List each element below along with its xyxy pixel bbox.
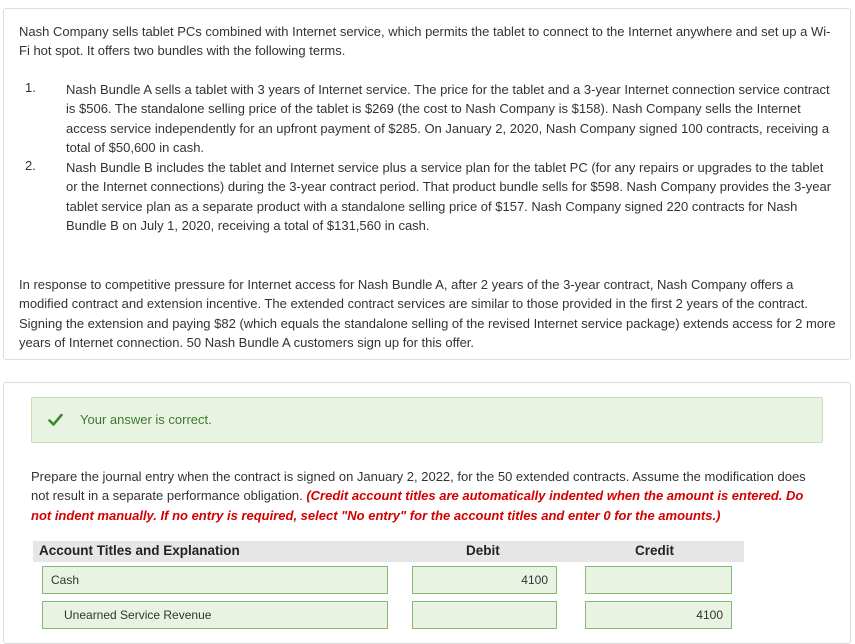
- feedback-message: Your answer is correct.: [80, 412, 212, 427]
- header-debit: Debit: [466, 543, 500, 558]
- credit-field-row-2[interactable]: 4100: [585, 601, 732, 629]
- checkmark-icon: [48, 413, 63, 427]
- header-credit: Credit: [635, 543, 675, 558]
- instruction-text: Prepare the journal entry when the contract is signed on January 2, 2022, for the 50 extended contracts. Assume the modification does not result in a separate performance obligation.: [31, 469, 806, 504]
- header-account: Account Titles and Explanation: [39, 543, 240, 558]
- problem-card: [3, 8, 851, 360]
- debit-field-row-1[interactable]: 4100: [412, 566, 557, 594]
- problem-intro: Nash Company sells tablet PCs combined with Internet service, which permits the tablet to connect to the Internet anywhere and set up a Wi-Fi hot spot. It offers two bundles with the following terms.: [19, 24, 831, 59]
- table-header: [33, 541, 744, 562]
- question-instruction: [31, 467, 820, 525]
- debit-field-row-2[interactable]: [412, 601, 557, 629]
- instruction-note: (Credit account titles are automatically indented when the amount is entered. Do not indent manually. If no entry is required, select "No entry" for the account titles and enter 0 for the amounts.): [31, 488, 804, 523]
- list-item-number: 2.: [25, 158, 36, 173]
- account-field-row-2[interactable]: Unearned Service Revenue: [42, 601, 388, 629]
- question-card: [3, 382, 851, 644]
- problem-response-paragraph: In response to competitive pressure for Internet access for Nash Bundle A, after 2 years of the 3-year contract, Nash Company offers a modified contract and extension incentive. The extended contract services are similar to those provided in the first 2 years of the contract. Signing the extension and paying $82 (which equals the standalone selling of the revised Internet service package) extends access for 2 more years of Internet connection. 50 Nash Bundle A customers sign up for this offer.: [19, 277, 836, 351]
- list-item-text: Nash Bundle B includes the tablet and Internet service plus a service plan for the tablet PC (for any repairs or upgrades to the tablet or the Internet connections) during the 3-year contract period. That product bundle sells for $598. Nash Company provides the 3-year tablet service plan as a separate product with a standalone selling price of $157. Nash Company signed 220 contracts for Nash Bundle B on July 1, 2020, receiving a total of $131,560 in cash.: [66, 160, 832, 234]
- feedback-banner: [31, 397, 823, 443]
- list-item-text: Nash Bundle A sells a tablet with 3 years of Internet service. The price for the tablet and a 3-year Internet connection service contract is $506. The standalone selling price of the tablet is $269 (the cost to Nash Company is $158). Nash Company sells the Internet access service independently for an upfront payment of $285. On January 2, 2020, Nash Company signed 100 contracts, receiving a total of $50,600 in cash.: [66, 82, 830, 156]
- list-item-number: 1.: [25, 80, 36, 95]
- account-field-row-1[interactable]: Cash: [42, 566, 388, 594]
- credit-field-row-1[interactable]: [585, 566, 732, 594]
